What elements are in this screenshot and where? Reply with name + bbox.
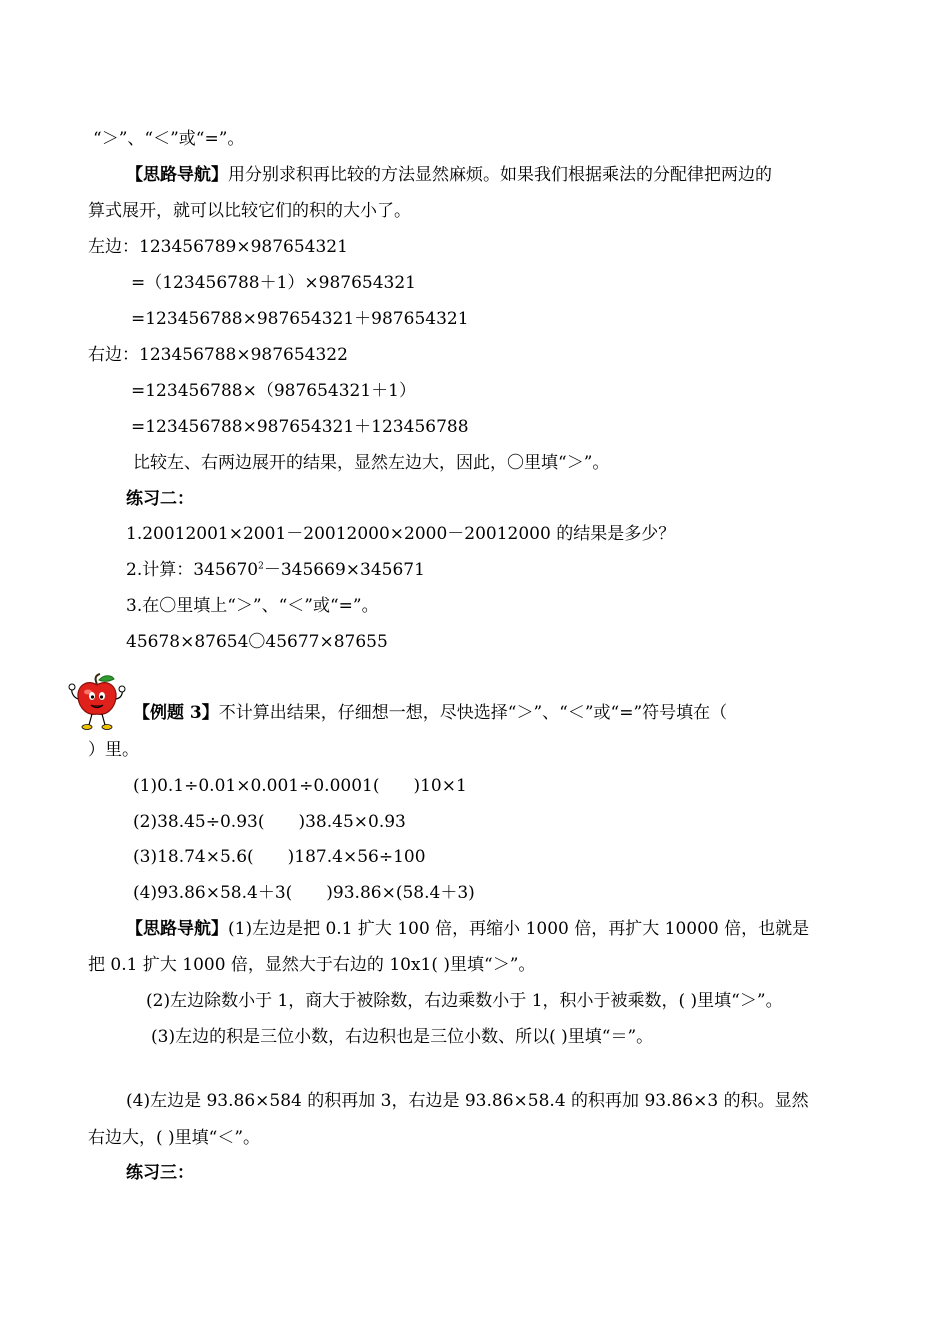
right-step-1: =123456788×（987654321＋1） [131,381,416,401]
nav2-item-4-cont: 右边大，( )里填“＜”。 [88,1128,261,1148]
nav1-text-cont: 算式展开，就可以比较它们的积的大小了。 [88,201,411,221]
example-3-item: (2)38.45÷0.93( )38.45×0.93 [133,812,406,832]
nav2-item-4: (4)左边是 93.86×584 的积再加 3，右边是 93.86×58.4 的积再加 93.86×3 的积。显然 [126,1091,809,1111]
example-3-line [133,701,727,725]
left-expr: 123456789×987654321 [139,237,348,257]
nav2-item-1-cont: 把 0.1 扩大 1000 倍，显然大于右边的 10x1( )里填“＞”。 [88,955,536,975]
example-3-text-cont: ）里。 [88,740,139,760]
nav1-label: 【思路导航】 [126,165,228,185]
example-3-item: (4)93.86×58.4＋3( )93.86×(58.4＋3) [133,883,475,903]
nav2-label: 【思路导航】 [126,919,228,939]
intro-line: “＞”、“＜”或“=”。 [93,129,245,149]
compare-line: 比较左、右两边展开的结果，显然左边大，因此，〇里填“＞”。 [133,453,610,473]
nav2-paragraph [126,917,809,941]
nav1-paragraph [126,163,772,187]
practice-2-q2 [126,558,425,582]
practice-2-title: 练习二： [126,489,194,509]
right-step-2: =123456788×987654321＋123456788 [131,417,469,437]
practice-2-q1: 1.20012001×2001－20012000×2000－20012000 的结果是多少？ [126,524,676,544]
example-3-item: (1)0.1÷0.01×0.001÷0.0001( )10×1 [133,776,467,796]
nav1-text: 用分别求积再比较的方法显然麻烦。如果我们根据乘法的分配律把两边的 [228,165,772,185]
right-expr: 123456788×987654322 [139,345,348,365]
practice-3-title: 练习三： [126,1163,194,1183]
nav2-item-3: (3)左边的积是三位小数，右边积也是三位小数、所以( )里填“＝”。 [151,1027,654,1047]
right-label: 右边： [88,345,139,365]
apple-mascot-icon [66,672,128,734]
nav2-item-2: (2)左边除数小于 1，商大于被除数，右边乘数小于 1，积小于被乘数，( )里填“＞”。 [146,991,783,1011]
left-step-2: =123456788×987654321＋987654321 [131,309,469,329]
practice-2-q3-expr: 45678×87654〇45677×87655 [126,632,388,652]
q2-pre: 2.计算：345670 [126,560,259,580]
example-3-item: (3)18.74×5.6( )187.4×56÷100 [133,847,426,867]
left-label: 左边： [88,237,139,257]
right-side-line [88,343,348,367]
left-step-1: =（123456788＋1）×987654321 [131,273,416,293]
example-3-text: 不计算出结果，仔细想一想，尽快选择“＞”、“＜”或“=”符号填在（ [218,703,728,723]
q2-exponent: 2 [258,561,264,572]
example-3-label: 【例题 3】 [133,703,219,723]
left-side-line [88,235,348,259]
practice-2-q3: 3.在〇里填上“＞”、“＜”或“=”。 [126,596,379,616]
nav2-item-1: (1)左边是把 0.1 扩大 100 倍，再缩小 1000 倍，再扩大 10000 倍，也就是 [228,919,810,939]
q2-post: －345669×345671 [263,560,425,580]
